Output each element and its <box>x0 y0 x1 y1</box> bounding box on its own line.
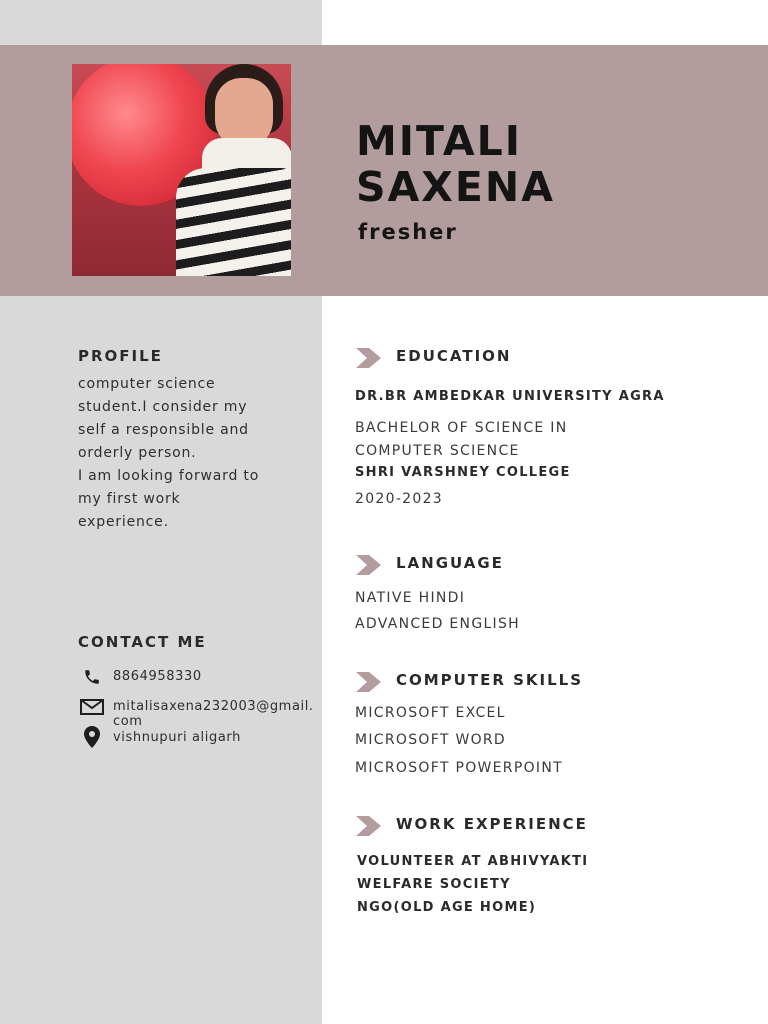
work-line: WELFARE SOCIETY <box>357 877 511 892</box>
profile-line: orderly person. <box>78 445 197 461</box>
chevron-right-icon <box>356 348 381 368</box>
skill-item: MICROSOFT POWERPOINT <box>355 760 563 776</box>
chevron-right-icon <box>356 555 381 575</box>
skill-item: MICROSOFT WORD <box>355 732 507 748</box>
profile-photo <box>72 64 291 276</box>
phone-text: 8864958330 <box>113 669 202 684</box>
profile-text <box>78 373 293 534</box>
address-text: vishnupuri aligarh <box>113 730 241 745</box>
work-line: NGO(OLD AGE HOME) <box>357 900 537 915</box>
profile-line: self a responsible and <box>78 422 249 438</box>
education-college: SHRI VARSHNEY COLLEGE <box>355 465 571 480</box>
contact-address <box>80 726 241 748</box>
education-heading: EDUCATION <box>396 347 512 365</box>
education-university: DR.BR AMBEDKAR UNIVERSITY AGRA <box>355 389 665 404</box>
language-item: NATIVE HINDI <box>355 590 466 606</box>
language-heading: LANGUAGE <box>396 554 504 572</box>
envelope-icon <box>80 696 104 718</box>
skill-item: MICROSOFT EXCEL <box>355 705 506 721</box>
map-pin-icon <box>80 726 104 748</box>
phone-icon <box>80 666 104 688</box>
full-name <box>356 118 686 210</box>
contact-heading: CONTACT ME <box>78 633 207 651</box>
contact-phone <box>80 666 202 688</box>
profile-line: I am looking forward to <box>78 468 260 484</box>
education-degree-line: COMPUTER SCIENCE <box>355 443 520 459</box>
profile-line: my first work <box>78 491 181 507</box>
work-line: VOLUNTEER AT ABHIVYAKTI <box>357 854 589 869</box>
profile-line: computer science <box>78 376 216 392</box>
education-degree-line: BACHELOR OF SCIENCE IN <box>355 420 568 436</box>
last-name: SAXENA <box>356 163 555 211</box>
profile-heading: PROFILE <box>78 347 163 365</box>
chevron-right-icon <box>356 672 381 692</box>
chevron-right-icon <box>356 816 381 836</box>
email-text: mitalisaxena232003@gmail.com <box>113 699 314 729</box>
education-years: 2020-2023 <box>355 491 444 507</box>
first-name: MITALI <box>356 117 522 165</box>
contact-email <box>80 696 318 729</box>
profile-line: experience. <box>78 514 169 530</box>
profile-line: student.I consider my <box>78 399 248 415</box>
work-experience-heading: WORK EXPERIENCE <box>396 815 588 833</box>
computer-skills-heading: COMPUTER SKILLS <box>396 671 584 689</box>
role-title: fresher <box>358 220 458 244</box>
language-item: ADVANCED ENGLISH <box>355 616 521 632</box>
